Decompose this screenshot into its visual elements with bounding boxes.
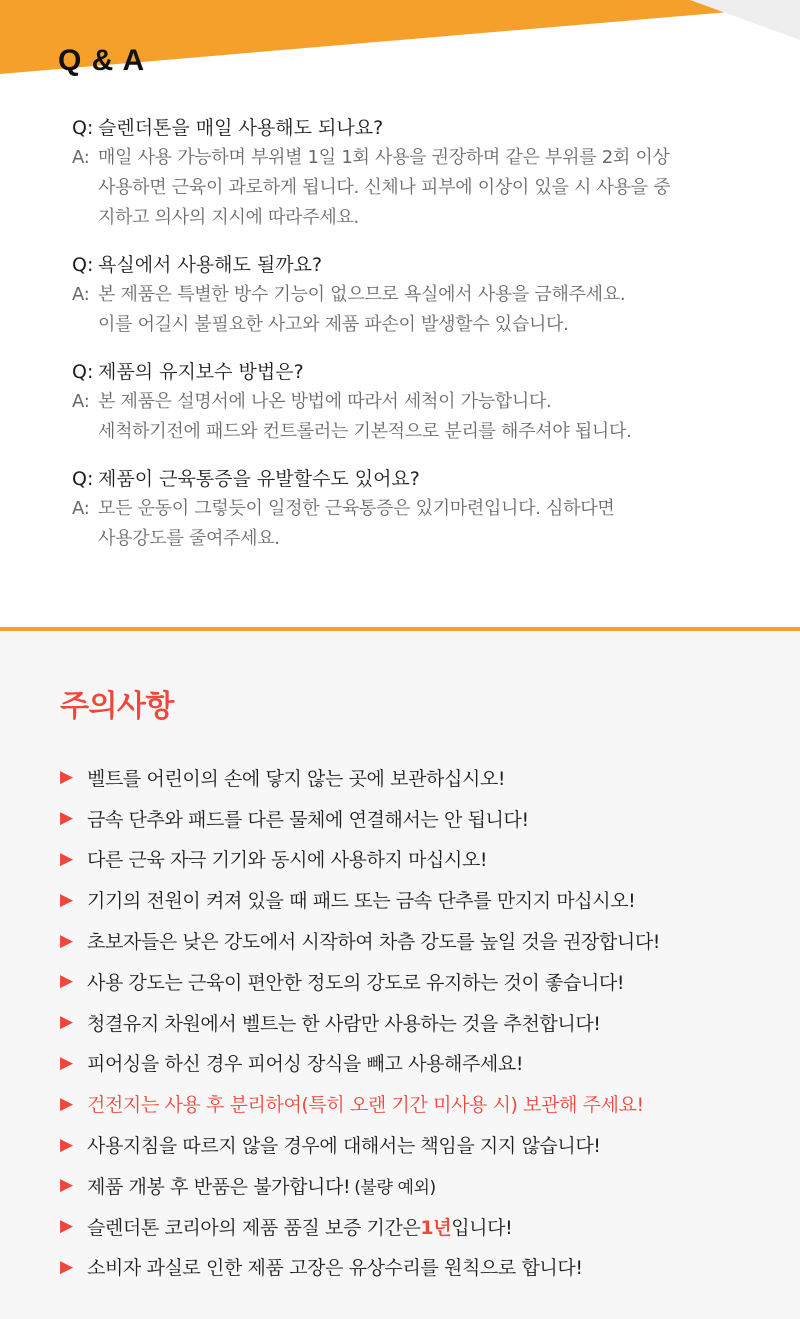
caution-section: [0, 631, 800, 1319]
caution-item: [60, 879, 780, 920]
answer-text: 모든 운동이 그렇듯이 일정한 근육통증은 있기마련입니다. 심하다면: [98, 498, 615, 519]
bullet-triangle-icon: ▶: [60, 1052, 73, 1073]
answer-text: 이를 어길시 불필요한 사고와 제품 파손이 발생할수 있습니다.: [98, 314, 569, 335]
bullet-triangle-icon: ▶: [60, 971, 73, 992]
bullet-triangle-icon: ▶: [60, 1093, 73, 1114]
caution-item: [60, 1002, 780, 1043]
caution-item: [60, 798, 780, 839]
answer-line: [72, 524, 762, 554]
caution-text: 금속 단추와 패드를 다른 물체에 연결해서는 안 됩니다!: [87, 808, 529, 831]
answer-text: 매일 사용 가능하며 부위별 1일 1회 사용을 권장하며 같은 부위를 2회 이상: [98, 147, 670, 168]
question-text: 제품이 근육통증을 유발할수도 있어요?: [98, 468, 420, 490]
answer-line: [72, 280, 762, 310]
caution-text: 사용 강도는 근육이 편안한 정도의 강도로 유지하는 것이 좋습니다!: [87, 971, 625, 994]
question-text: 슬렌더톤을 매일 사용해도 되나요?: [98, 117, 384, 139]
caution-text: 슬렌더톤 코리아의 제품 품질 보증 기간은: [87, 1216, 421, 1239]
bullet-triangle-icon: ▶: [60, 808, 73, 829]
caution-text: 청결유지 차원에서 벨트는 한 사람만 사용하는 것을 추천합니다!: [87, 1012, 601, 1035]
answer-text: 본 제품은 설명서에 나온 방법에 따라서 세척이 가능합니다.: [98, 391, 552, 412]
caution-text: 벨트를 어린이의 손에 닿지 않는 곳에 보관하십시오!: [87, 767, 506, 790]
answer-text: 세척하기전에 패드와 컨트롤러는 기본적으로 분리를 해주셔야 됩니다.: [98, 421, 632, 442]
answer-prefix: A:: [72, 498, 90, 519]
answer-text: 사용하면 근육이 과로하게 됩니다. 신체나 피부에 이상이 있을 시 사용을 중: [98, 177, 671, 198]
answer-line: [72, 143, 762, 173]
answer-line: [72, 310, 762, 340]
answer-line: [72, 417, 762, 447]
caution-text: 다른 근육 자극 기기와 동시에 사용하지 마십시오!: [87, 849, 488, 872]
question-line: [72, 114, 762, 143]
caution-text: 소비자 과실로 인한 제품 고장은 유상수리를 원칙으로 합니다!: [87, 1257, 583, 1280]
answer-line: [72, 494, 762, 524]
answer-line: [72, 387, 762, 417]
caution-suffix: (불량 예외): [354, 1177, 436, 1198]
answer-text: 지하고 의사의 지시에 따라주세요.: [98, 207, 359, 228]
caution-item: [60, 1124, 780, 1165]
bullet-triangle-icon: ▶: [60, 767, 73, 788]
bullet-triangle-icon: ▶: [60, 1134, 73, 1155]
qa-section: [0, 0, 800, 627]
caution-item: [60, 1043, 780, 1084]
caution-text: 기기의 전원이 켜져 있을 때 패드 또는 금속 단추를 만지지 마십시오!: [87, 890, 636, 913]
question-line: [72, 465, 762, 494]
answer-line: [72, 203, 762, 233]
caution-item-battery-highlighted: [60, 1083, 780, 1124]
qa-item: [72, 358, 762, 447]
question-line: [72, 358, 762, 387]
bullet-triangle-icon: ▶: [60, 1256, 73, 1277]
answer-text: 본 제품은 특별한 방수 기능이 없으므로 욕실에서 사용을 금해주세요.: [98, 284, 626, 305]
caution-item: [60, 757, 780, 798]
caution-item: [60, 1247, 780, 1288]
qa-item: [72, 465, 762, 554]
caution-item: [60, 839, 780, 880]
question-prefix: Q:: [72, 254, 94, 276]
bullet-triangle-icon: ▶: [60, 1175, 73, 1196]
caution-text: 초보자들은 낮은 강도에서 시작하여 차츰 강도를 높일 것을 권장합니다!: [87, 931, 661, 954]
answer-line: [72, 173, 762, 203]
caution-text: 피어싱을 하신 경우 피어싱 장식을 빼고 사용해주세요!: [87, 1053, 524, 1076]
caution-item-return: [60, 1165, 780, 1206]
answer-text: 사용강도를 줄여주세요.: [98, 528, 280, 549]
bullet-triangle-icon: ▶: [60, 889, 73, 910]
bullet-triangle-icon: ▶: [60, 930, 73, 951]
caution-item-warranty: [60, 1206, 780, 1247]
warranty-period-highlight: 1년: [420, 1216, 452, 1239]
question-prefix: Q:: [72, 117, 94, 139]
question-line: [72, 251, 762, 280]
caution-list: [60, 757, 780, 1287]
qa-title: Q & A: [58, 44, 146, 77]
qa-item: [72, 251, 762, 340]
caution-text: 제품 개봉 후 반품은 불가합니다!: [87, 1175, 351, 1198]
caution-item: [60, 961, 780, 1002]
question-prefix: Q:: [72, 361, 94, 383]
bullet-triangle-icon: ▶: [60, 848, 73, 869]
caution-text: 사용지침을 따르지 않을 경우에 대해서는 책임을 지지 않습니다!: [87, 1135, 601, 1158]
bullet-triangle-icon: ▶: [60, 1216, 73, 1237]
caution-item: [60, 920, 780, 961]
question-prefix: Q:: [72, 468, 94, 490]
question-text: 욕실에서 사용해도 될까요?: [98, 254, 323, 276]
caution-text: 건전지는 사용 후 분리하여(특히 오랜 기간 미사용 시) 보관해 주세요!: [87, 1094, 644, 1117]
qa-list: [72, 114, 762, 572]
question-text: 제품의 유지보수 방법은?: [98, 361, 304, 383]
qa-item: [72, 114, 762, 233]
answer-prefix: A:: [72, 147, 90, 168]
bullet-triangle-icon: ▶: [60, 1012, 73, 1033]
answer-prefix: A:: [72, 284, 90, 305]
caution-title: 주의사항: [60, 689, 174, 724]
caution-text: 입니다!: [451, 1216, 513, 1239]
answer-prefix: A:: [72, 391, 90, 412]
